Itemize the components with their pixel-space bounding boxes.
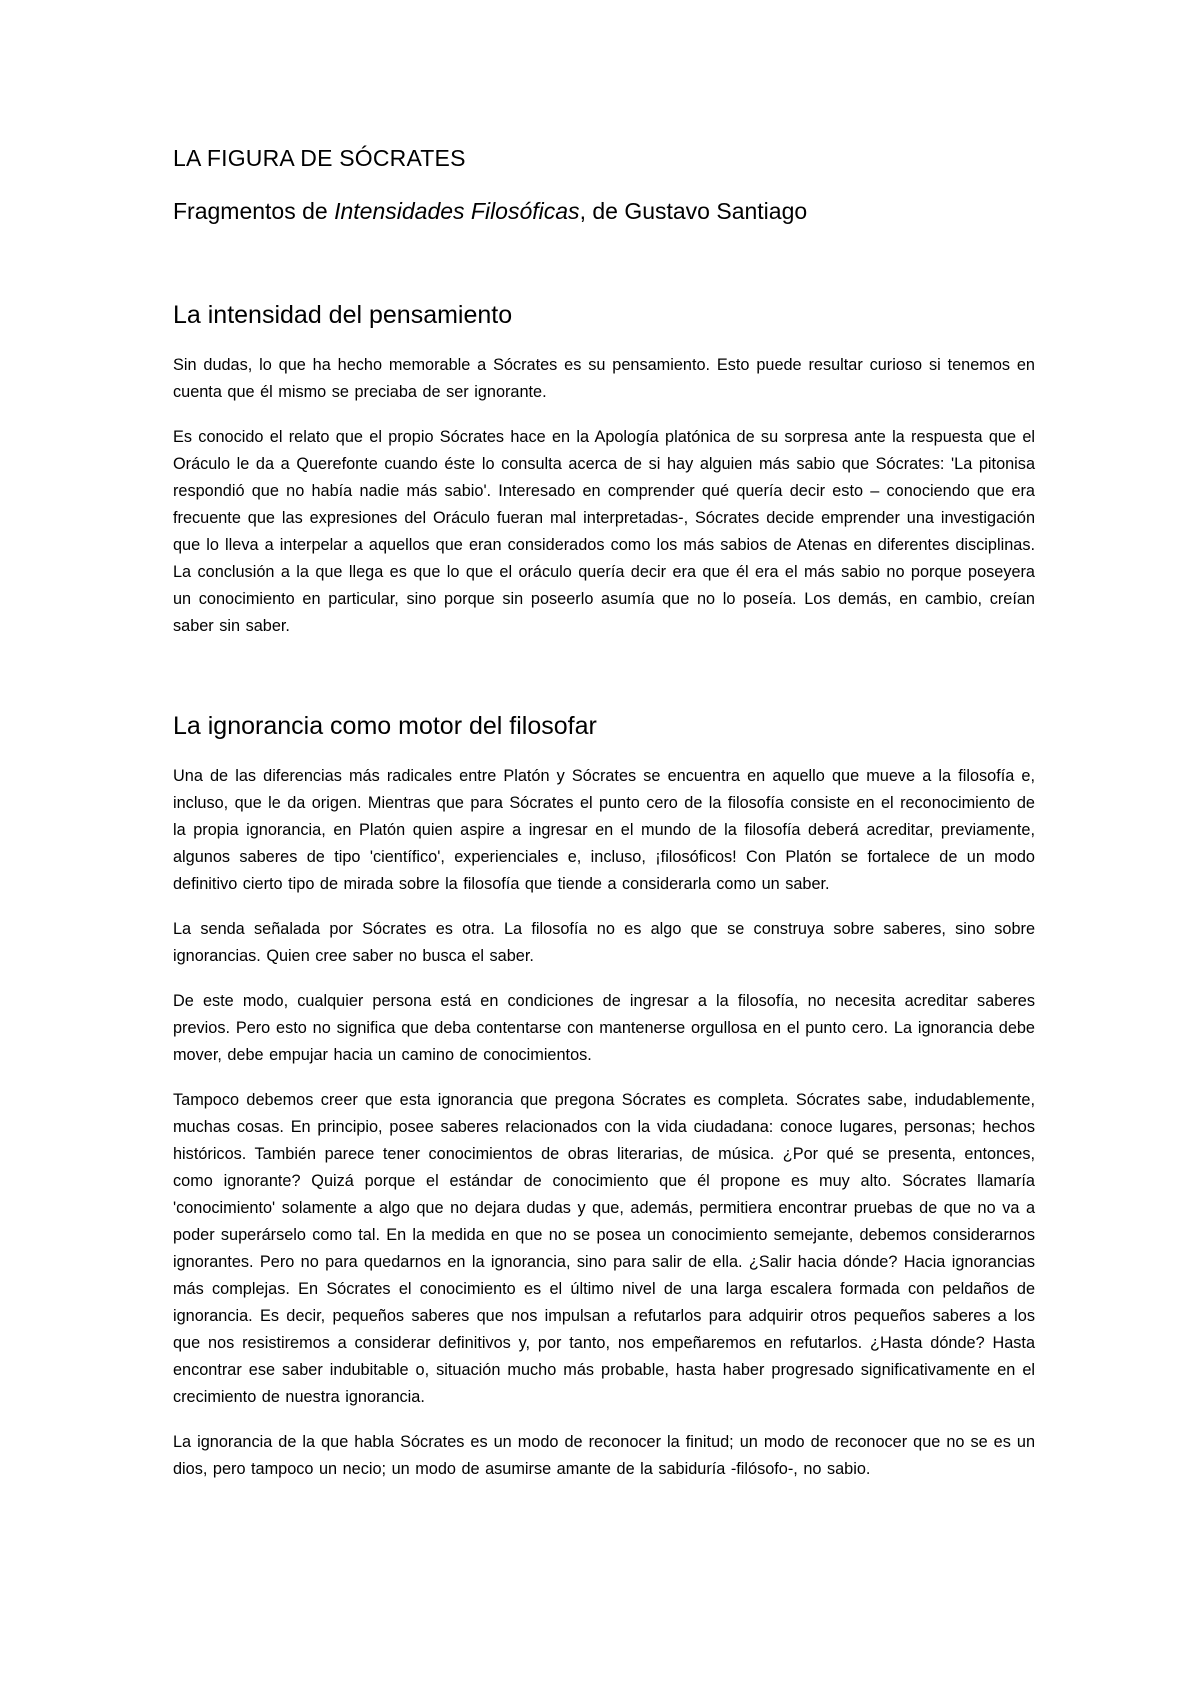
subtitle-suffix: , de Gustavo Santiago bbox=[579, 198, 808, 224]
document-title: LA FIGURA DE SÓCRATES bbox=[173, 145, 466, 171]
paragraph: Una de las diferencias más radicales entre Platón y Sócrates se encuentra en aquello que mueve a la filosofía e, incluso, que le da origen. Mientras que para Sócrates el punto cero de la filosofía consiste en el reconocimiento de la propia ignorancia, en Platón quien aspire a ingresar en el mundo de la filosofía deberá acreditar, previamente, algunos saberes de tipo 'científico', experienciales e, incluso, ¡filosóficos! Con Platón se fortalece de un modo definitivo cierto tipo de mirada sobre la filosofía que tiende a considerarla como un saber. bbox=[173, 767, 1035, 893]
paragraph: Tampoco debemos creer que esta ignorancia que pregona Sócrates es completa. Sócrates sabe, indudablemente, muchas cosas. En principio, posee saberes relacionados con la vida ciudadana: conoce lugares, personas; hechos históricos. También parece tener conocimientos de obras literarias, de música. ¿Por qué se presenta, entonces, como ignorante? Quizá porque el estándar de conocimiento que él propone es muy alto. Sócrates llamaría 'conocimiento' solamente a algo que no dejara dudas y que, además, permitiera encontrar pruebas de que no va a poder superárselo como tal. En la medida en que no se posea un conocimiento semejante, debemos considerarnos ignorantes. Pero no para quedarnos en la ignorancia, sino para salir de ella. ¿Salir hacia dónde? Hacia ignorancias más complejas. En Sócrates el conocimiento es el último nivel de una larga escalera formada con peldaños de ignorancia. Es decir, pequeños saberes que nos impulsan a refutarlos para adquirir otros pequeños saberes a los que nos resistiremos a considerar definitivos y, por tanto, nos empeñaremos en refutarlos. ¿Hasta dónde? Hasta encontrar ese saber indubitable o, situación mucho más probable, hasta haber progresado significativamente en el crecimiento de nuestra ignorancia. bbox=[173, 1091, 1035, 1406]
document-subtitle bbox=[173, 198, 1035, 225]
section-spacer bbox=[173, 658, 1035, 712]
paragraph: La senda señalada por Sócrates es otra. La filosofía no es algo que se construya sobre saberes, sino sobre ignorancias. Quien cree saber no busca el saber. bbox=[173, 920, 1035, 965]
paragraph: De este modo, cualquier persona está en condiciones de ingresar a la filosofía, no necesita acreditar saberes previos. Pero esto no significa que deba contentarse con mantenerse orgullosa en el punto cero. La ignorancia debe mover, debe empujar hacia un camino de conocimientos. bbox=[173, 992, 1035, 1064]
subtitle-work-title: Intensidades Filosóficas bbox=[334, 198, 580, 224]
document-body bbox=[173, 145, 1035, 1501]
paragraph: Sin dudas, lo que ha hecho memorable a Sócrates es su pensamiento. Esto puede resultar curioso si tenemos en cuenta que él mismo se preciaba de ser ignorante. bbox=[173, 356, 1035, 401]
section-heading-intensidad: La intensidad del pensamiento bbox=[173, 301, 513, 329]
paragraph: La ignorancia de la que habla Sócrates es un modo de reconocer la finitud; un modo de reconocer que no se es un dios, pero tampoco un necio; un modo de asumirse amante de la sabiduría -filósofo-, no sabio. bbox=[173, 1433, 1035, 1478]
section-heading-ignorancia: La ignorancia como motor del filosofar bbox=[173, 712, 597, 740]
subtitle-prefix: Fragmentos de bbox=[173, 198, 335, 224]
paragraph: Es conocido el relato que el propio Sócrates hace en la Apología platónica de su sorpresa ante la respuesta que el Oráculo le da a Querefonte cuando éste lo consulta acerca de si hay alguien más sabio que Sócrates: 'La pitonisa respondió que no había nadie más sabio'. Interesado en comprender qué quería decir esto – conociendo que era frecuente que las expresiones del Oráculo fueran mal interpretadas-, Sócrates decide emprender una investigación que lo lleva a interpelar a aquellos que eran considerados como los más sabios de Atenas en diferentes disciplinas. La conclusión a la que llega es que lo que el oráculo quería decir era que él era el más sabio no porque poseyera un conocimiento en particular, sino porque sin poseerlo asumía que no lo poseía. Los demás, en cambio, creían saber sin saber. bbox=[173, 428, 1035, 635]
